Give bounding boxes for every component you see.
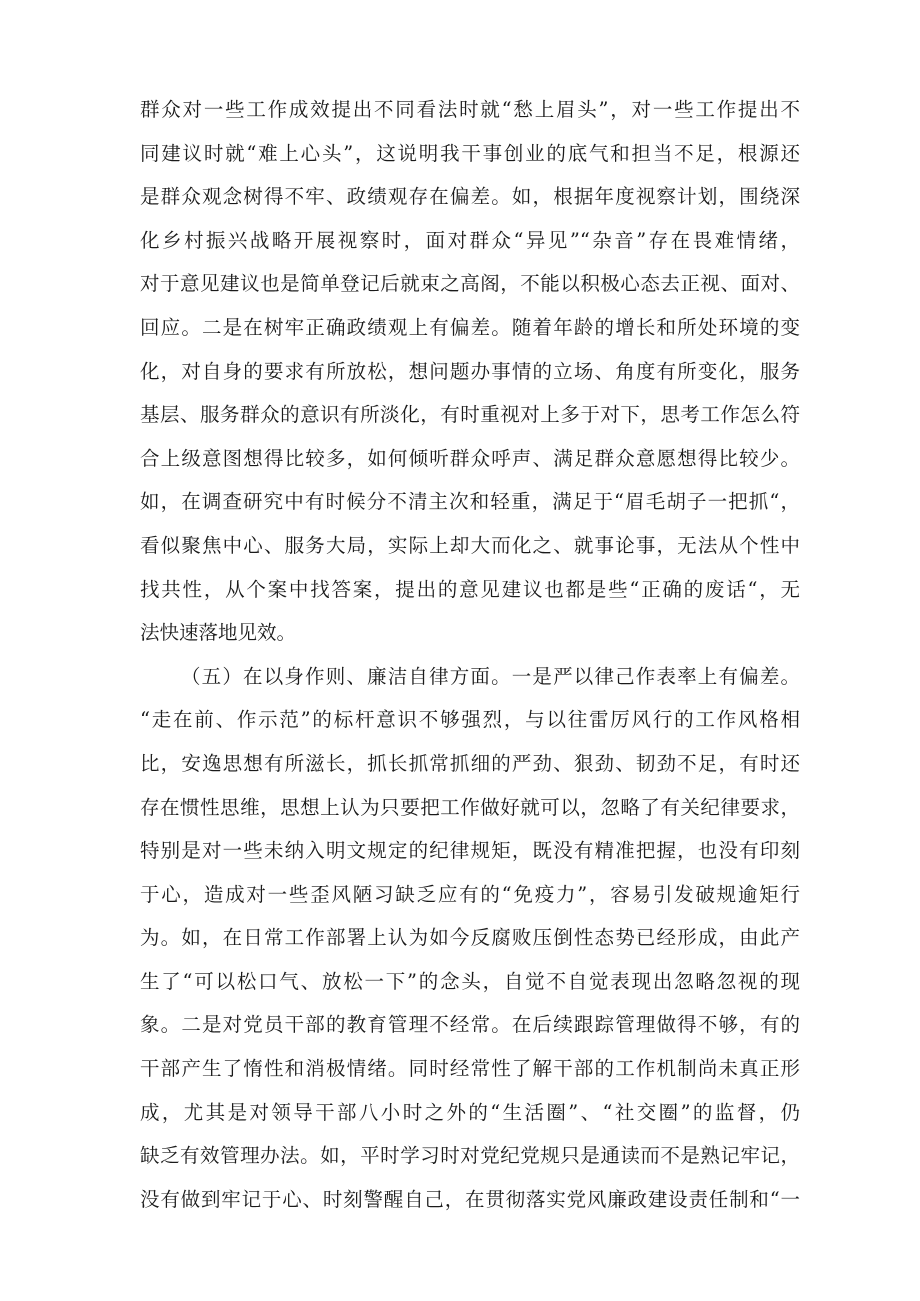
text-line: 生了“可以松口气、放松一下”的念头，自觉不自觉表现出忽略忽视的现 <box>140 969 800 993</box>
section-heading-line: （五）在以身作则、廉洁自律方面。一是严以律己作表率上有偏差。 <box>181 664 800 688</box>
text-line: 对于意见建议也是简单登记后就束之高阁，不能以积极心态去正视、面对、 <box>140 272 800 296</box>
text-line: 基层、服务群众的意识有所淡化，有时重视对上多于对下，思考工作怎么符 <box>140 403 800 427</box>
text-line: 如，在调查研究中有时候分不清主次和轻重，满足于“眉毛胡子一把抓“， <box>140 490 800 514</box>
text-line: 缺乏有效管理办法。如，平时学习时对党纪党规只是通读而不是熟记牢记， <box>140 1144 800 1168</box>
body-text <box>140 88 800 1221</box>
text-line: 同建议时就“难上心头”，这说明我干事创业的底气和担当不足，根源还 <box>140 141 800 165</box>
text-line: 干部产生了惰性和消极情绪。同时经常性了解干部的工作机制尚未真正形 <box>140 1057 800 1081</box>
text-line: 比，安逸思想有所滋长，抓长抓常抓细的严劲、狠劲、韧劲不足，有时还 <box>140 751 800 775</box>
text-line: 特别是对一些未纳入明文规定的纪律规矩，既没有精准把握，也没有印刻 <box>140 839 800 863</box>
text-line: 合上级意图想得比较多，如何倾听群众呼声、满足群众意愿想得比较少。 <box>140 446 800 470</box>
text-line: 为。如，在日常工作部署上认为如今反腐败压倒性态势已经形成，由此产 <box>140 926 800 950</box>
text-line: 群众对一些工作成效提出不同看法时就“愁上眉头”，对一些工作提出不 <box>140 98 800 121</box>
text-line: 化乡村振兴战略开展视察时，面对群众“异见”“杂音”存在畏难情绪， <box>140 228 800 252</box>
text-line: 化，对自身的要求有所放松，想问题办事情的立场、角度有所变化，服务 <box>140 359 800 383</box>
text-line: 没有做到牢记于心、时刻警醒自己，在贯彻落实党风廉政建设责任制和“一 <box>140 1187 800 1211</box>
text-line: 看似聚焦中心、服务大局，实际上却大而化之、就事论事，无法从个性中 <box>140 533 800 557</box>
text-line: 找共性，从个案中找答案，提出的意见建议也都是些“正确的废话“，无 <box>140 577 800 601</box>
text-line: 是群众观念树得不牢、政绩观存在偏差。如，根据年度视察计划，围绕深 <box>140 185 800 209</box>
text-line: 于心，造成对一些歪风陋习缺乏应有的“免疫力”，容易引发破规逾矩行 <box>140 882 800 906</box>
text-line: 象。二是对党员干部的教育管理不经常。在后续跟踪管理做得不够，有的 <box>140 1013 800 1037</box>
text-line: 回应。二是在树牢正确政绩观上有偏差。随着年龄的增长和所处环境的变 <box>140 315 800 339</box>
paragraph-end-line: 法快速落地见效。 <box>140 621 297 645</box>
text-line: “走在前、作示范”的标杆意识不够强烈，与以往雷厉风行的工作风格相 <box>140 708 800 732</box>
text-line: 存在惯性思维，思想上认为只要把工作做好就可以，忽略了有关纪律要求， <box>140 795 800 819</box>
text-line: 成，尤其是对领导干部八小时之外的“生活圈”、“社交圈”的监督，仍 <box>140 1100 800 1124</box>
